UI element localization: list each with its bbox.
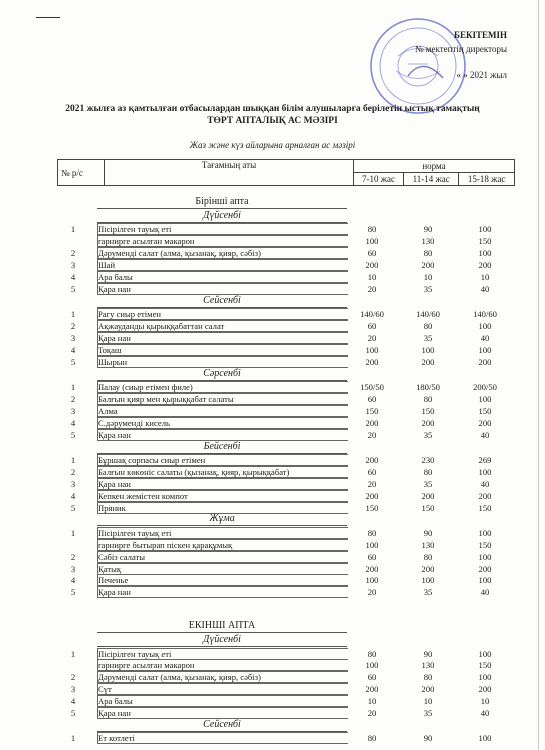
dish-name: Дәруменді салат (алма, қызанақ, қияр, сәбіз) <box>97 247 348 259</box>
dish-name: Пісірілген тауық еті <box>97 223 348 235</box>
week-heading: ЕКІНШІ АПТА <box>188 620 256 632</box>
row-number: 4 <box>70 490 76 501</box>
norm-15-18: 200 <box>478 417 492 428</box>
norm-7-10: 200 <box>365 417 379 428</box>
row-number: 4 <box>70 696 76 707</box>
norm-7-10: 20 <box>367 708 377 718</box>
norm-15-18: 10 <box>480 696 490 707</box>
norm-15-18: 150 <box>478 539 492 550</box>
menu-row <box>0 283 545 295</box>
row-number: 1 <box>70 527 76 538</box>
norm-11-14: 200 <box>421 563 435 574</box>
norm-15-18: 100 <box>478 527 492 538</box>
norm-15-18: 100 <box>478 466 492 477</box>
norm-15-18: 40 <box>480 478 490 489</box>
dish-name: гарнирге бытырап піскен қарақұмық <box>97 539 348 551</box>
day-heading: Жұма <box>209 513 235 525</box>
row-number: 5 <box>70 356 76 367</box>
norm-7-10: 60 <box>367 672 377 683</box>
norm-11-14: 200 <box>421 356 435 367</box>
header-age-7-10: 7-10 жас <box>354 173 404 186</box>
norm-11-14: 180/50 <box>416 382 440 392</box>
norm-7-10: 80 <box>367 527 377 538</box>
norm-11-14: 90 <box>423 527 433 538</box>
norm-11-14: 35 <box>423 587 433 598</box>
header-dish-name: Тағамның аты <box>105 160 354 186</box>
dish-name: Қатық <box>97 563 348 575</box>
dish-name: Қара нан <box>97 586 348 598</box>
menu-row <box>0 271 545 283</box>
norm-15-18: 200 <box>478 490 492 501</box>
norm-7-10: 200 <box>365 454 379 465</box>
menu-row <box>0 247 545 259</box>
dish-name: Ара балы <box>97 271 348 283</box>
norm-7-10: 60 <box>367 551 377 562</box>
norm-15-18: 40 <box>480 429 490 440</box>
menu-row <box>0 539 545 551</box>
menu-row <box>0 344 545 356</box>
row-number: 1 <box>70 454 76 465</box>
dish-name: гарнирге асылған макарон <box>97 659 348 671</box>
row-number: 3 <box>70 563 76 574</box>
row-number: 3 <box>70 332 76 343</box>
approval-heading: БЕКІТЕМІН <box>454 30 507 40</box>
norm-7-10: 200 <box>365 260 379 270</box>
norm-11-14: 130 <box>421 660 435 671</box>
row-number: 5 <box>70 708 76 718</box>
dish-name: Балғын көкөніс салаты (қызанақ, қияр, қырыққабат) <box>97 466 348 478</box>
norm-15-18: 100 <box>478 551 492 562</box>
norm-7-10: 150 <box>365 405 379 416</box>
day-heading: Дүйсенбі <box>203 209 241 221</box>
dish-name: Кепкен жемістен компот <box>97 490 348 502</box>
norm-11-14: 80 <box>423 393 433 404</box>
norm-15-18: 150 <box>478 236 492 247</box>
menu-row <box>0 478 545 490</box>
menu-row <box>0 417 545 429</box>
official-seal-stamp <box>368 16 468 116</box>
menu-row <box>0 356 545 368</box>
dish-name: Ара балы <box>97 695 348 707</box>
menu-row <box>0 551 545 563</box>
menu-row <box>0 683 545 695</box>
menu-row <box>0 332 545 344</box>
week-heading: Бірінші апта <box>195 196 249 207</box>
row-number: 1 <box>70 733 76 744</box>
dish-name: Ақжауданды қырыққабаттан салат <box>97 320 348 332</box>
norm-11-14: 90 <box>423 733 433 744</box>
menu-row <box>0 671 545 683</box>
row-number: 5 <box>70 502 76 513</box>
dish-name: Сүт <box>97 683 348 695</box>
dish-name: Дәруменді салат (алма, қызанақ, қияр, сәбіз) <box>97 671 348 683</box>
norm-7-10: 20 <box>367 283 377 294</box>
norm-11-14: 90 <box>423 224 433 235</box>
menu-row <box>0 695 545 707</box>
norm-11-14: 200 <box>421 260 435 270</box>
dish-name: Пісірілген тауық еті <box>97 648 348 660</box>
norm-15-18: 40 <box>480 587 490 598</box>
norm-11-14: 10 <box>423 271 433 282</box>
dish-name: Қара нан <box>97 429 348 441</box>
menu-row <box>0 429 545 441</box>
norm-11-14: 100 <box>421 575 435 586</box>
week-heading-rule <box>97 632 347 633</box>
norm-11-14: 200 <box>421 490 435 501</box>
row-number: 3 <box>70 260 76 270</box>
norm-11-14: 10 <box>423 696 433 707</box>
norm-7-10: 80 <box>367 224 377 235</box>
row-number: 3 <box>70 684 76 695</box>
norm-11-14: 80 <box>423 466 433 477</box>
norm-15-18: 100 <box>478 575 492 586</box>
menu-row <box>0 235 545 247</box>
week-heading-rule <box>97 208 347 209</box>
row-number: 5 <box>70 283 76 294</box>
norm-15-18: 269 <box>478 454 492 465</box>
norm-7-10: 100 <box>365 660 379 671</box>
dish-name: Пісірілген тауық еті <box>97 527 348 539</box>
norm-15-18: 40 <box>480 708 490 718</box>
norm-7-10: 60 <box>367 321 377 331</box>
menu-row <box>0 563 545 575</box>
norm-7-10: 60 <box>367 393 377 404</box>
menu-row <box>0 223 545 235</box>
row-number: 4 <box>70 271 76 282</box>
norm-11-14: 35 <box>423 332 433 343</box>
menu-row <box>0 586 545 598</box>
day-heading: Дүйсенбі <box>203 634 241 646</box>
menu-row <box>0 259 545 271</box>
dish-name: Тоқаш <box>97 344 348 356</box>
menu-row <box>0 308 545 320</box>
norm-15-18: 40 <box>480 283 490 294</box>
norm-11-14: 150 <box>421 405 435 416</box>
day-heading: Бейсенбі <box>203 440 241 452</box>
row-number: 1 <box>70 309 76 320</box>
row-number: 5 <box>70 429 76 440</box>
row-number: 2 <box>70 466 76 477</box>
dish-name: Пряник <box>97 502 348 514</box>
norm-7-10: 80 <box>367 733 377 744</box>
dish-name: Қара нан <box>97 707 348 719</box>
norm-15-18: 100 <box>478 733 492 744</box>
menu-row <box>0 732 545 744</box>
norm-7-10: 10 <box>367 271 377 282</box>
document-title-line2: ТӨРТ АПТАЛЫҚ АС МӘЗІРІ <box>207 116 338 126</box>
top-rule <box>36 17 60 18</box>
norm-7-10: 200 <box>365 356 379 367</box>
menu-row <box>0 707 545 719</box>
norm-7-10: 200 <box>365 563 379 574</box>
menu-row <box>0 466 545 478</box>
norm-7-10: 200 <box>365 684 379 695</box>
norm-15-18: 40 <box>480 332 490 343</box>
header-age-11-14: 11-14 жас <box>404 173 459 186</box>
menu-row <box>0 502 545 514</box>
row-number: 2 <box>70 248 76 259</box>
menu-row <box>0 405 545 417</box>
row-number: 5 <box>70 587 76 598</box>
menu-row <box>0 393 545 405</box>
norm-11-14: 200 <box>421 417 435 428</box>
norm-15-18: 200/50 <box>473 382 497 392</box>
norm-7-10: 100 <box>365 539 379 550</box>
norm-11-14: 90 <box>423 648 433 659</box>
norm-7-10: 200 <box>365 490 379 501</box>
row-number: 2 <box>70 393 76 404</box>
row-number: 1 <box>70 648 76 659</box>
dish-name: Шай <box>97 259 348 271</box>
norm-11-14: 80 <box>423 551 433 562</box>
norm-7-10: 20 <box>367 478 377 489</box>
norm-15-18: 100 <box>478 672 492 683</box>
norm-7-10: 80 <box>367 648 377 659</box>
norm-15-18: 140/60 <box>473 309 497 320</box>
dish-name: Ет котлеті <box>97 732 348 744</box>
row-number: 2 <box>70 321 76 331</box>
menu-table-header <box>57 159 515 186</box>
norm-7-10: 150/50 <box>360 382 384 392</box>
norm-15-18: 200 <box>478 356 492 367</box>
row-number: 1 <box>70 224 76 235</box>
norm-15-18: 100 <box>478 248 492 259</box>
dish-name: Қара нан <box>97 478 348 490</box>
norm-15-18: 100 <box>478 648 492 659</box>
menu-row <box>0 381 545 393</box>
norm-11-14: 35 <box>423 429 433 440</box>
dish-name: Рагу сиыр етімен <box>97 308 348 320</box>
norm-11-14: 140/60 <box>416 309 440 320</box>
norm-11-14: 200 <box>421 684 435 695</box>
norm-15-18: 150 <box>478 405 492 416</box>
norm-7-10: 60 <box>367 248 377 259</box>
row-number: 2 <box>70 551 76 562</box>
norm-15-18: 200 <box>478 260 492 270</box>
norm-11-14: 130 <box>421 236 435 247</box>
norm-11-14: 80 <box>423 672 433 683</box>
norm-7-10: 20 <box>367 587 377 598</box>
norm-15-18: 100 <box>478 224 492 235</box>
dish-name: Қара нан <box>97 332 348 344</box>
dish-name: С.дәруменді кисель <box>97 417 348 429</box>
norm-15-18: 150 <box>478 660 492 671</box>
norm-11-14: 130 <box>421 539 435 550</box>
menu-row <box>0 320 545 332</box>
row-number: 4 <box>70 417 76 428</box>
day-heading: Сейсенбі <box>203 718 241 730</box>
norm-11-14: 35 <box>423 708 433 718</box>
dish-name: Сәбіз салаты <box>97 551 348 563</box>
row-number: 3 <box>70 478 76 489</box>
norm-7-10: 100 <box>365 575 379 586</box>
norm-7-10: 60 <box>367 466 377 477</box>
norm-7-10: 10 <box>367 696 377 707</box>
dish-name: гарнирге асылған макарон <box>97 235 348 247</box>
norm-11-14: 150 <box>421 502 435 513</box>
norm-15-18: 200 <box>478 563 492 574</box>
document-title-line1: 2021 жылға аз қамтылған отбасылардан шыққан білім алушыларға берілетін ыстық тамақтың <box>65 104 480 114</box>
day-heading: Сейсенбі <box>203 294 241 306</box>
norm-11-14: 230 <box>421 454 435 465</box>
dish-name: Печенье <box>97 574 348 586</box>
day-heading: Сәрсенбі <box>203 367 241 379</box>
approval-date: « » 2021 жыл <box>456 70 507 80</box>
norm-15-18: 200 <box>478 684 492 695</box>
norm-11-14: 80 <box>423 248 433 259</box>
menu-row <box>0 454 545 466</box>
row-number: 3 <box>70 405 76 416</box>
norm-7-10: 150 <box>365 502 379 513</box>
norm-11-14: 35 <box>423 283 433 294</box>
norm-7-10: 100 <box>365 344 379 355</box>
menu-row <box>0 659 545 671</box>
header-age-15-18: 15-18 жас <box>459 173 515 186</box>
dish-name: Қара нан <box>97 283 348 295</box>
row-number: 4 <box>70 575 76 586</box>
norm-7-10: 20 <box>367 332 377 343</box>
norm-15-18: 150 <box>478 502 492 513</box>
norm-15-18: 10 <box>480 271 490 282</box>
norm-15-18: 100 <box>478 321 492 331</box>
menu-row <box>0 527 545 539</box>
header-norm: норма <box>354 160 515 173</box>
dish-name: Бұршақ сорпасы сиыр етімен <box>97 454 348 466</box>
norm-7-10: 100 <box>365 236 379 247</box>
norm-15-18: 100 <box>478 344 492 355</box>
document-subtitle: Жаз және күз айларына арналған ас мәзірі <box>189 140 356 150</box>
norm-11-14: 80 <box>423 321 433 331</box>
approval-line: № мектептің директоры <box>414 44 507 54</box>
page-edge <box>538 0 539 750</box>
row-number: 4 <box>70 344 76 355</box>
norm-11-14: 100 <box>421 344 435 355</box>
norm-7-10: 140/60 <box>360 309 384 320</box>
dish-name: Балғын қияр мен қырыққабат салаты <box>97 393 348 405</box>
row-number: 1 <box>70 382 76 392</box>
row-number: 2 <box>70 672 76 683</box>
dish-name: Алма <box>97 405 348 417</box>
dish-name: Шырын <box>97 356 348 368</box>
norm-15-18: 100 <box>478 393 492 404</box>
menu-row <box>0 648 545 660</box>
menu-row <box>0 574 545 586</box>
menu-row <box>0 490 545 502</box>
norm-7-10: 20 <box>367 429 377 440</box>
norm-11-14: 35 <box>423 478 433 489</box>
header-number: № р/с <box>58 160 105 186</box>
dish-name: Палау (сиыр етімен филе) <box>97 381 348 393</box>
